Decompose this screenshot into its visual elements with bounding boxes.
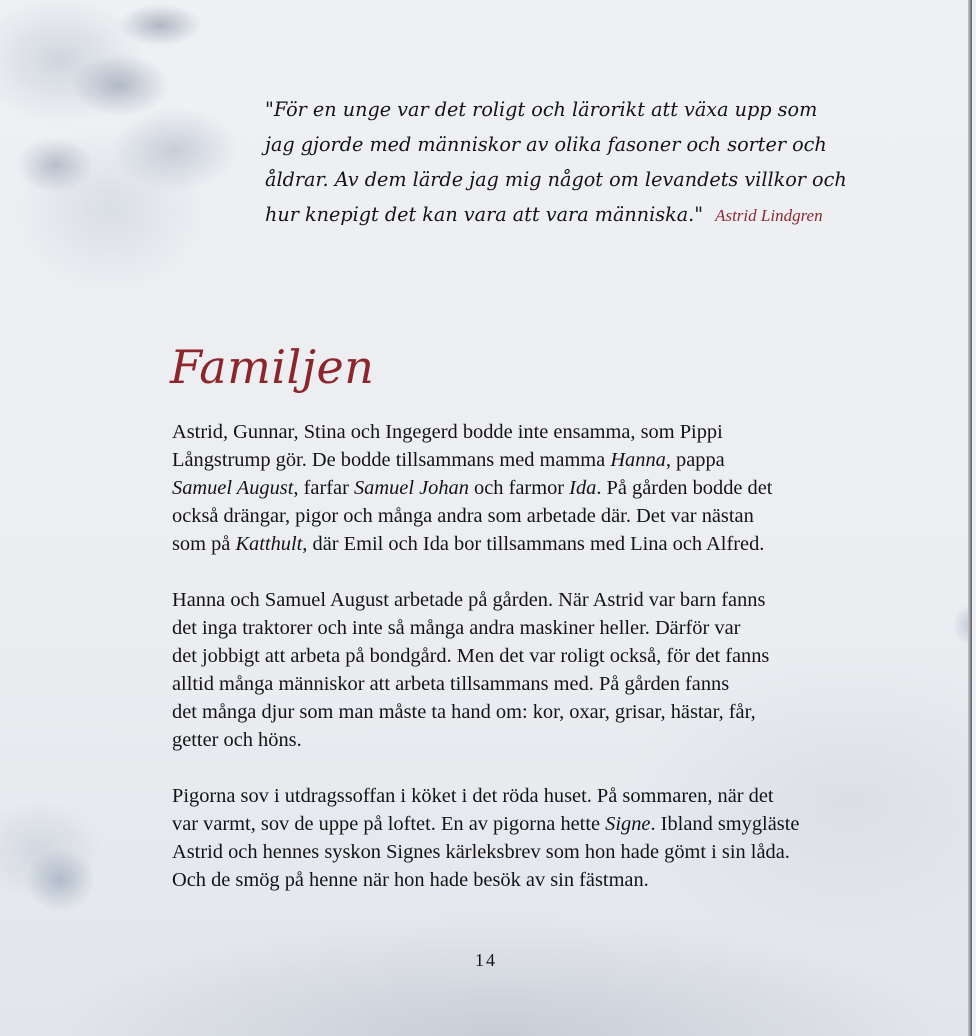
quote-line: "För en unge var det roligt och lärorikt att växa upp som [265, 98, 818, 121]
text-run: getter och höns. [172, 729, 302, 751]
text-run: var varmt, sov de uppe på loftet. En av pigorna hette [172, 813, 606, 835]
quote-last-line: hur knepigt det kan vara att vara människa." [265, 203, 704, 226]
italic-name: Ida [569, 477, 597, 499]
text-run: Astrid och hennes syskon Signes kärleksbrev som hon hade gömt i sin låda. [172, 841, 790, 863]
text-run: det inga traktorer och inte så många andra maskiner heller. Därför var [172, 617, 741, 639]
italic-name: Samuel August [172, 477, 294, 499]
text-line [172, 698, 852, 726]
text-run: . På gården bodde det [596, 477, 773, 499]
quote-line: jag gjorde med människor av olika fasoner och sorter och [265, 133, 827, 156]
text-line [172, 726, 852, 754]
text-line [172, 670, 852, 698]
text-line [172, 614, 852, 642]
page-number: 14 [475, 950, 497, 970]
italic-name: Hanna [610, 449, 666, 471]
text-run: Hanna och Samuel August arbetade på gården. När Astrid var barn fanns [172, 589, 766, 611]
body-paragraph [172, 586, 852, 754]
text-line [172, 838, 852, 866]
body-text [172, 418, 852, 922]
text-line [172, 782, 852, 810]
text-run: . Ibland smygläste [650, 813, 800, 835]
text-run: Och de smög på henne när hon hade besök av sin fästman. [172, 869, 649, 891]
quote-author: Astrid Lindgren [715, 206, 823, 225]
text-run: , pappa [665, 449, 725, 471]
text-run: , farfar [293, 477, 354, 499]
text-line [172, 642, 852, 670]
italic-name: Katthult [235, 533, 303, 555]
text-line [172, 866, 852, 894]
epigraph-quote [265, 92, 865, 233]
text-line [172, 502, 852, 530]
body-paragraph [172, 418, 852, 558]
text-line [172, 418, 852, 446]
text-run: och farmor [468, 477, 570, 499]
text-line [172, 446, 852, 474]
text-run: , där Emil och Ida bor tillsammans med Lina och Alfred. [302, 533, 765, 555]
text-line [172, 530, 852, 558]
quote-line: åldrar. Av dem lärde jag mig något om levandets villkor och [265, 168, 847, 191]
section-heading: Familjen [170, 340, 375, 394]
text-line [172, 474, 852, 502]
italic-name: Signe [605, 813, 651, 835]
text-run: alltid många människor att arbeta tillsammans med. På gården fanns [172, 673, 730, 695]
page-edge [968, 0, 972, 1036]
text-run: som på [172, 533, 236, 555]
quote-line [265, 197, 865, 233]
text-line [172, 586, 852, 614]
italic-name: Samuel Johan [353, 477, 469, 499]
text-run: också drängar, pigor och många andra som arbetade där. Det var nästan [172, 505, 754, 527]
text-run: Långstrump gör. De bodde tillsammans med mamma [172, 449, 611, 471]
text-run: det jobbigt att arbeta på bondgård. Men det var roligt också, för det fanns [172, 645, 770, 667]
body-paragraph [172, 782, 852, 894]
text-run: det många djur som man måste ta hand om: kor, oxar, grisar, hästar, får, [172, 701, 756, 723]
text-line [172, 810, 852, 838]
text-run: Astrid, Gunnar, Stina och Ingegerd bodde inte ensamma, som Pippi [172, 421, 723, 443]
text-run: Pigorna sov i utdragssoffan i köket i det röda huset. På sommaren, när det [172, 785, 774, 807]
